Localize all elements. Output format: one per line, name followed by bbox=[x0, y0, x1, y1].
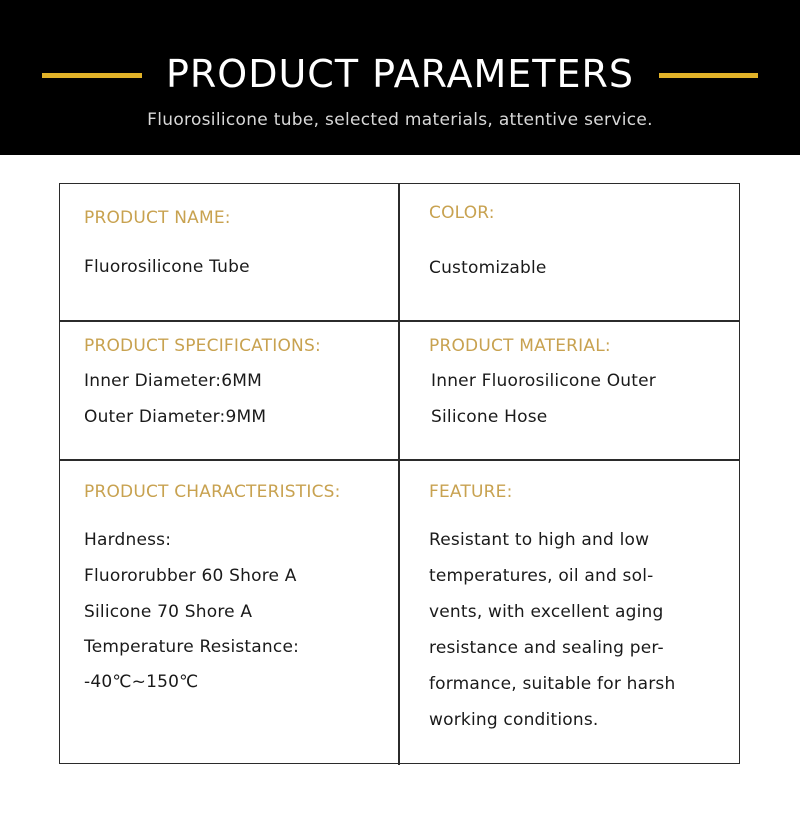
table-row-divider bbox=[59, 320, 740, 322]
page-header bbox=[0, 0, 800, 155]
product-name-label: PRODUCT NAME: bbox=[84, 208, 231, 228]
characteristics-line: -40℃~150℃ bbox=[84, 672, 199, 692]
color-value: Customizable bbox=[429, 258, 547, 278]
header-accent-line-left bbox=[42, 73, 142, 78]
specifications-label: PRODUCT SPECIFICATIONS: bbox=[84, 336, 321, 356]
feature-line: temperatures, oil and sol- bbox=[429, 566, 654, 586]
feature-line: formance, suitable for harsh bbox=[429, 674, 676, 694]
material-line: Silicone Hose bbox=[431, 407, 548, 427]
table-column-divider bbox=[398, 183, 400, 765]
characteristics-label: PRODUCT CHARACTERISTICS: bbox=[84, 482, 341, 502]
page-title: PRODUCT PARAMETERS bbox=[165, 52, 634, 96]
characteristics-cell bbox=[84, 480, 341, 700]
material-label: PRODUCT MATERIAL: bbox=[429, 336, 611, 356]
specifications-line: Inner Diameter:6MM bbox=[84, 371, 262, 391]
feature-line: Resistant to high and low bbox=[429, 530, 650, 550]
characteristics-line: Hardness: bbox=[84, 530, 172, 550]
characteristics-line: Temperature Resistance: bbox=[84, 637, 300, 657]
feature-line: working conditions. bbox=[429, 710, 599, 730]
feature-line: resistance and sealing per- bbox=[429, 638, 664, 658]
header-accent-line-right bbox=[659, 73, 758, 78]
characteristics-line: Fluororubber 60 Shore A bbox=[84, 566, 297, 586]
color-cell bbox=[429, 201, 547, 280]
characteristics-line: Silicone 70 Shore A bbox=[84, 602, 253, 622]
material-line: Inner Fluorosilicone Outer bbox=[431, 371, 656, 391]
product-name-value: Fluorosilicone Tube bbox=[84, 257, 250, 277]
specifications-cell bbox=[84, 334, 321, 435]
material-cell bbox=[429, 334, 656, 435]
specifications-line: Outer Diameter:9MM bbox=[84, 407, 267, 427]
table-row-divider bbox=[59, 459, 740, 461]
feature-line: vents, with excellent aging bbox=[429, 602, 664, 622]
color-label: COLOR: bbox=[429, 203, 495, 223]
feature-cell bbox=[429, 480, 675, 738]
page-subtitle: Fluorosilicone tube, selected materials, attentive service. bbox=[147, 110, 653, 130]
product-name-cell bbox=[84, 206, 250, 279]
feature-label: FEATURE: bbox=[429, 482, 513, 502]
